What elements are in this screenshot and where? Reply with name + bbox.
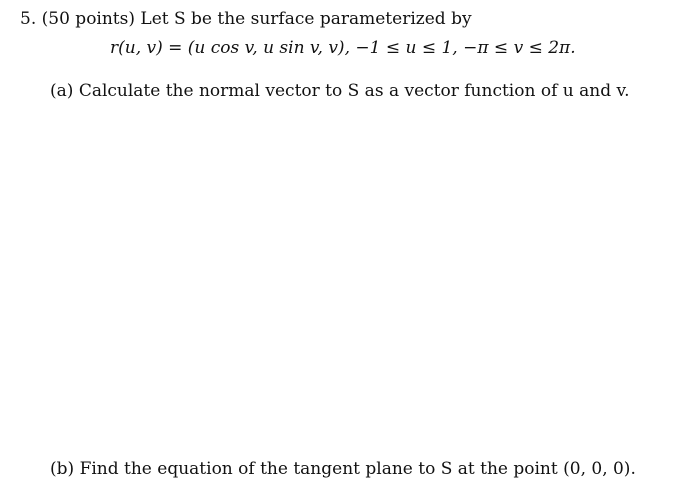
part-a-text: Calculate the normal vector to S as a vector function of u and v. <box>78 81 630 101</box>
part-b <box>50 458 636 480</box>
part-a <box>50 80 629 102</box>
problem-statement: Let S be the surface parameterized by <box>140 9 472 29</box>
part-b-text: Find the equation of the tangent plane to S at the point (0, 0, 0). <box>79 459 636 479</box>
part-b-label: (b) <box>50 459 75 479</box>
parameterization-formula: r(u, v) = (u cos v, u sin v, v), −1 ≤ u ≤ 1, −π ≤ v ≤ 2π. <box>110 38 576 58</box>
problem-number: 5. <box>20 9 37 29</box>
part-a-label: (a) <box>50 81 74 101</box>
problem-points: (50 points) <box>41 9 135 29</box>
problem-header <box>20 8 472 30</box>
